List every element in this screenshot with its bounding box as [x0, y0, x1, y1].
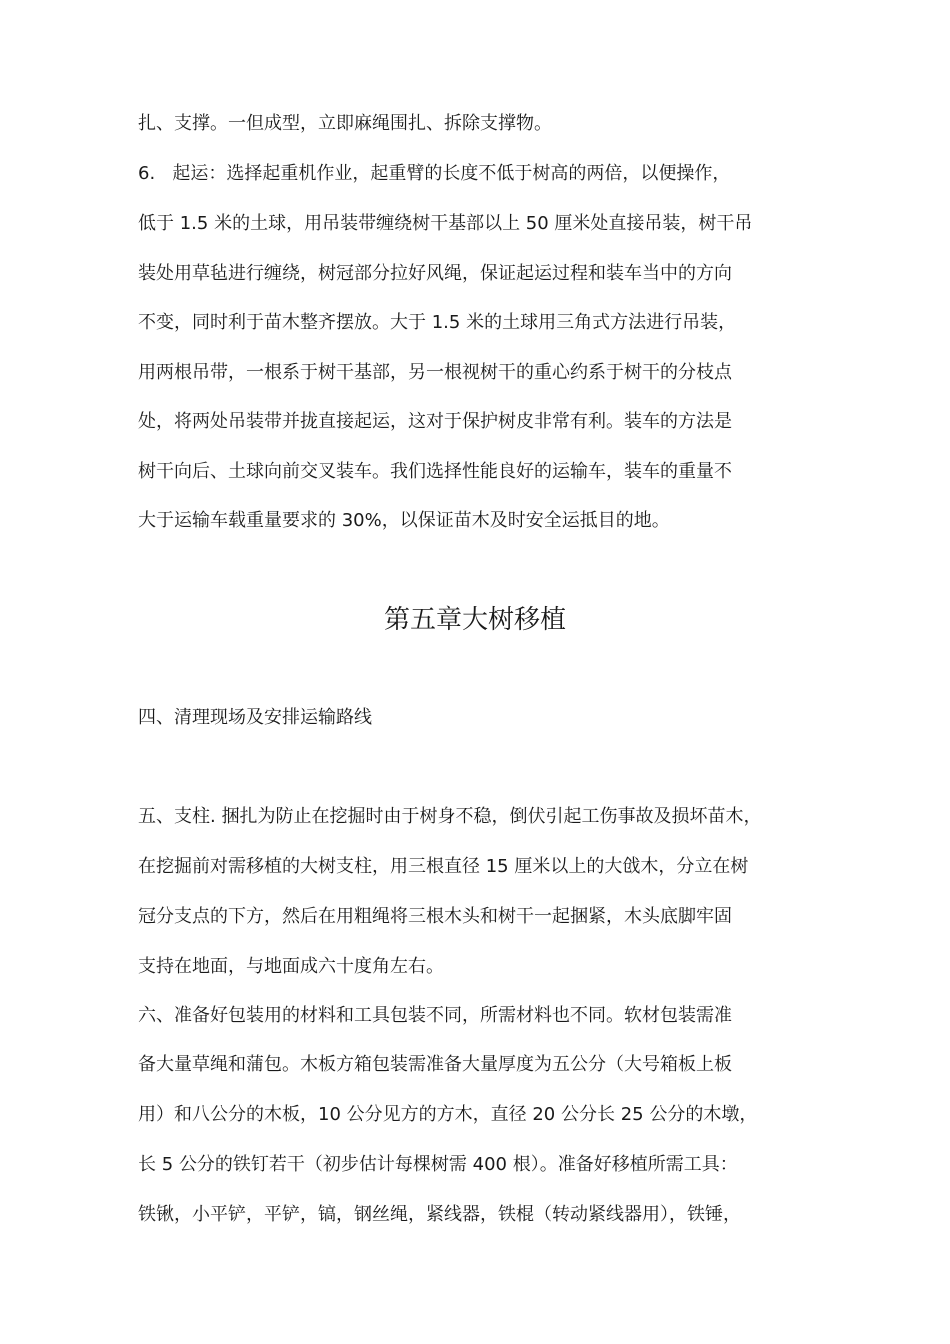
- chapter-title: 第五章大树移植: [383, 605, 566, 635]
- paragraph-line: 备大量草绳和蒲包。木板方箱包装需准备大量厚度为五公分（大号箱板上板: [138, 1054, 732, 1075]
- paragraph-line: 支持在地面，与地面成六十度角左右。: [138, 956, 444, 977]
- paragraph-line: 用）和八公分的木板，10 公分见方的方木，直径 20 公分长 25 公分的木墩，: [138, 1104, 758, 1125]
- paragraph-line: 大于运输车载重量要求的 30%，以保证苗木及时安全运抵目的地。: [138, 510, 670, 531]
- paragraph-line: 用两根吊带，一根系于树干基部，另一根视树干的重心约系于树干的分枝点: [138, 362, 732, 383]
- paragraph-line: 不变，同时利于苗木整齐摆放。大于 1.5 米的土球用三角式方法进行吊装，: [138, 312, 737, 333]
- paragraph-line: 树干向后、土球向前交叉装车。我们选择性能良好的运输车，装车的重量不: [138, 461, 732, 482]
- paragraph-line: 扎、支撑。一但成型，立即麻绳围扎、拆除支撑物。: [138, 113, 552, 134]
- paragraph-line: 6. 起运：选择起重机作业，起重臂的长度不低于树高的两倍，以便操作，: [138, 163, 731, 184]
- paragraph-line: 处，将两处吊装带并拢直接起运，这对于保护树皮非常有利。装车的方法是: [138, 411, 732, 432]
- paragraph-line: 五、支柱. 捆扎为防止在挖掘时由于树身不稳，倒伏引起工伤事故及损坏苗木，: [138, 806, 762, 827]
- paragraph-line: 铁锹，小平铲，平铲，镐，钢丝绳，紧线器，铁棍（转动紧线器用），铁锤，: [138, 1204, 741, 1225]
- paragraph-line: 装处用草毡进行缠绕，树冠部分拉好风绳，保证起运过程和装车当中的方向: [138, 263, 732, 284]
- paragraph-line: 长 5 公分的铁钉若干（初步估计每棵树需 400 根）。准备好移植所需工具：: [138, 1154, 738, 1175]
- paragraph-line: 六、准备好包装用的材料和工具包装不同，所需材料也不同。软材包装需准: [138, 1005, 732, 1026]
- paragraph-line: 在挖掘前对需移植的大树支柱，用三根直径 15 厘米以上的大戗木，分立在树: [138, 856, 749, 877]
- paragraph-line: 低于 1.5 米的土球，用吊装带缠绕树干基部以上 50 厘米处直接吊装，树干吊: [138, 213, 753, 234]
- section-heading: 四、清理现场及安排运输路线: [138, 707, 372, 728]
- paragraph-line: 冠分支点的下方，然后在用粗绳将三根木头和树干一起捆紧，木头底脚牢固: [138, 906, 732, 927]
